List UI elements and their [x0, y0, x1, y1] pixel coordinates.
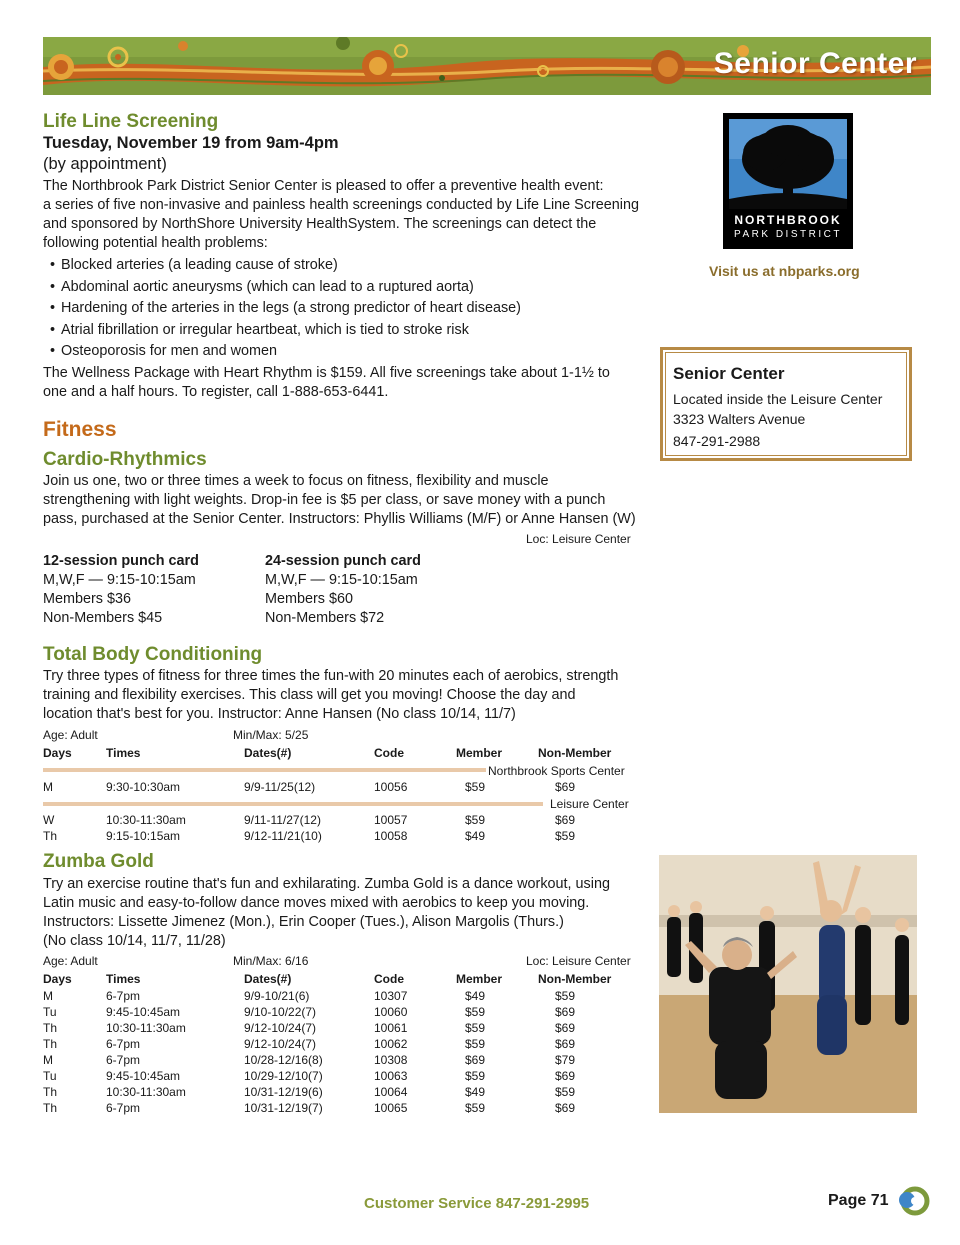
zumba-minmax: Min/Max: 6/16 [233, 954, 309, 968]
col-header-times: Times [106, 972, 141, 986]
info-box-address: 3323 Walters Avenue [673, 411, 806, 427]
zumba-description: Try an exercise routine that's fun and exhilarating. Zumba Gold is a dance workout, using Latin music and easy-to-follow dance moves mixed with aerobics to keep you moving. Instructors: Lissette Jimenez (Mon.), Erin Cooper (Tues.), Alison Margolis (Thurs.) (No class 10/14, 11/7, 11/28) [43, 876, 610, 949]
cardio-description: Join us one, two or three times a week to focus on fitness, flexibility and muscle strengthening with light weights. Drop-in fee is $5 per class, or save money with a punch pass, purchased at the Senior Center. Instructors: Phyllis Williams (M/F) or Anne Hansen (W) [43, 473, 636, 527]
col-header-code: Code [374, 746, 404, 760]
col-header-member: Member [456, 746, 503, 760]
tbc-age: Age: Adult [43, 728, 98, 742]
list-item: • Abdominal aortic aneurysms (which can lead to a ruptured aorta) [43, 277, 643, 299]
zumba-age: Age: Adult [43, 954, 98, 968]
lifeline-note: (by appointment) [43, 155, 167, 173]
col-header-member: Member [456, 972, 503, 986]
tbc-location-2: Leisure Center [550, 797, 629, 811]
cardio-location: Loc: Leisure Center [526, 532, 631, 546]
col-header-nonmember: Non-Member [538, 972, 612, 986]
col-header-dates: Dates(#) [244, 746, 292, 760]
logo-line-1: NORTHBROOK [734, 213, 842, 227]
info-box-line-1: Located inside the Leisure Center [673, 391, 883, 407]
col-header-times: Times [106, 746, 141, 760]
lifeline-date: Tuesday, November 19 from 9am-4pm [43, 134, 339, 152]
info-box-title: Senior Center [673, 364, 785, 383]
list-item: • Osteoporosis for men and women [43, 341, 643, 363]
header-banner [43, 37, 931, 95]
info-box-phone: 847-291-2988 [673, 433, 761, 449]
punch-card-12: 12-session punch card M,W,F — 9:15-10:15am Members $36 Non-Members $45 [43, 553, 199, 626]
zumba-class-photo [659, 855, 917, 1113]
tbc-description: Try three types of fitness for three times the fun-with 20 minutes each of aerobics, strength training and flexibility exercises. This class will get you moving! Choose the day and location that's best for you. Instructor: Anne Hansen (No class 10/14, 11/7) [43, 668, 619, 722]
tbc-minmax: Min/Max: 5/25 [233, 728, 309, 742]
location-divider [43, 768, 486, 772]
logo-line-2: PARK DISTRICT [734, 229, 842, 240]
list-item: • Hardening of the arteries in the legs (a strong predictor of heart disease) [43, 298, 643, 320]
page-number: Page 71 [828, 1192, 889, 1209]
tbc-location-1: Northbrook Sports Center [488, 764, 625, 778]
fitness-heading: Fitness [43, 418, 117, 441]
page-title: Senior Center [713, 47, 917, 80]
col-header-code: Code [374, 972, 404, 986]
senior-center-info-box [660, 347, 912, 461]
zumba-title: Zumba Gold [43, 851, 154, 872]
col-header-days: Days [43, 746, 72, 760]
location-divider [43, 802, 543, 806]
lifeline-title: Life Line Screening [43, 111, 219, 132]
lifeline-intro: The Northbrook Park District Senior Center is pleased to offer a preventive health event: a series of five non-invasive and painless health screenings conducted by Life Line Screening and sponsored by NorthShore University HealthSystem. The screenings can detect the following potential health problems: [43, 178, 639, 251]
list-item: • Atrial fibrillation or irregular heartbeat, which is tied to stroke risk [43, 320, 643, 342]
northbrook-logo[interactable] [723, 113, 853, 249]
punch-card-24: 24-session punch card M,W,F — 9:15-10:15am Members $60 Non-Members $72 [265, 553, 421, 626]
list-item: • Blocked arteries (a leading cause of stroke) [43, 255, 643, 277]
tree-icon [729, 119, 847, 209]
swirl-icon [894, 1186, 930, 1221]
tbc-title: Total Body Conditioning [43, 644, 263, 665]
customer-service: Customer Service 847-291-2995 [364, 1195, 590, 1212]
lifeline-package: The Wellness Package with Heart Rhythm is $159. All five screenings take about 1-1½ to one and a half hours. To register, call 1-888-653-6441. [43, 365, 610, 400]
col-header-nonmember: Non-Member [538, 746, 612, 760]
col-header-dates: Dates(#) [244, 972, 292, 986]
website-link[interactable]: Visit us at nbparks.org [709, 263, 860, 279]
col-header-days: Days [43, 972, 72, 986]
zumba-location: Loc: Leisure Center [526, 954, 631, 968]
lifeline-bullets [43, 255, 643, 363]
cardio-title: Cardio-Rhythmics [43, 449, 207, 470]
